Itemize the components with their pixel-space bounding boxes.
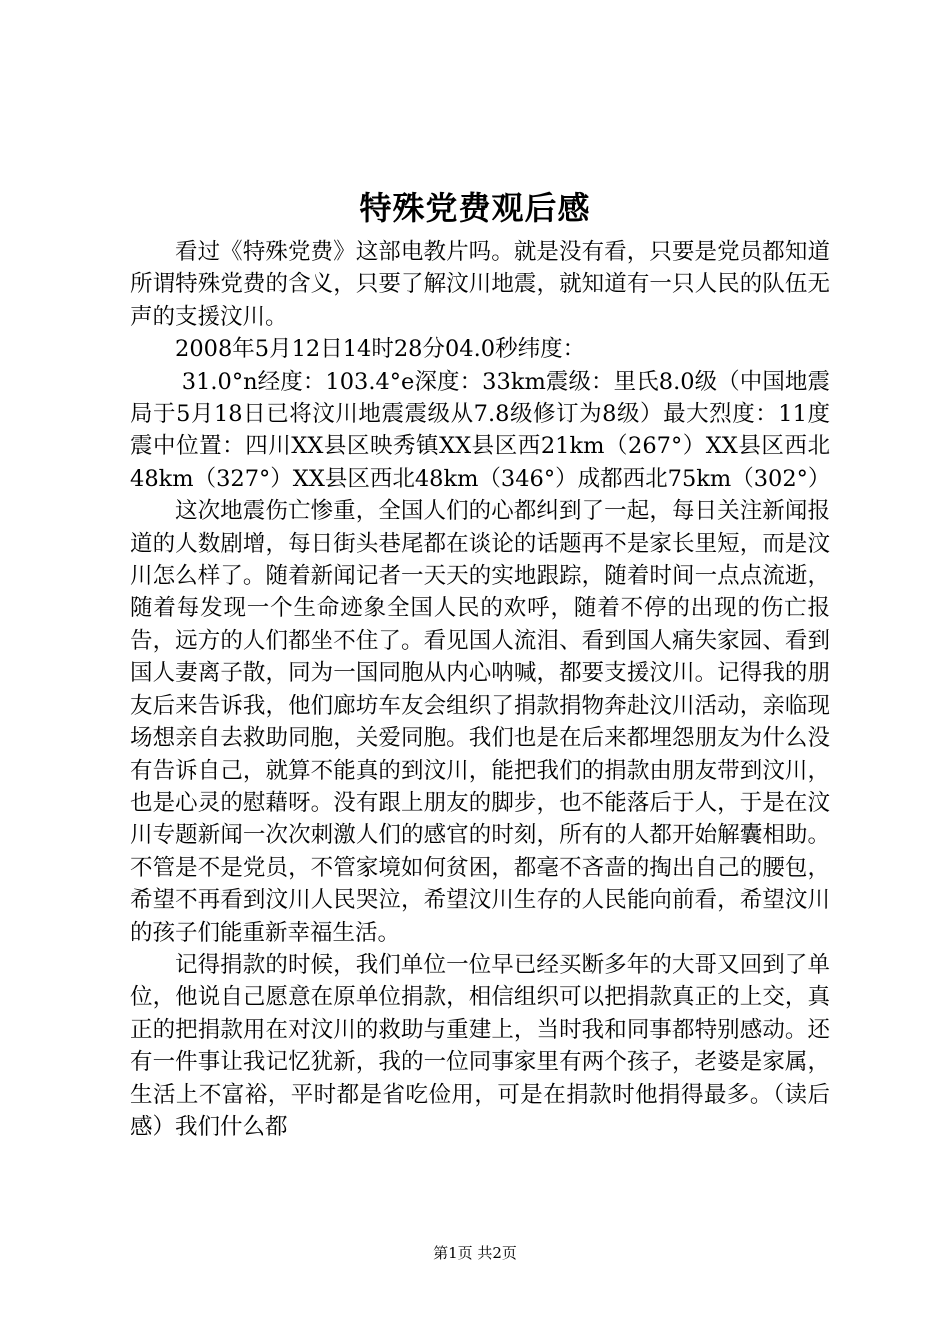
document-title: 特殊党费观后感 bbox=[359, 189, 591, 227]
page-number-footer: 第1页 共2页 bbox=[433, 1244, 517, 1262]
paragraph-earthquake-data: 31.0°n经度：103.4°e深度：33km震级：里氏8.0级（中国地震局于5月18日已将汶川地震震级从7.8级修订为8级）最大烈度：11度震中位置：四川XX县区映秀镇XX县区西21km（267°）XX县区西北48km（327°）XX县区西北48km（346°）成都西北75km（302°） bbox=[130, 368, 831, 492]
paragraph-donation: 记得捐款的时候，我们单位一位早已经买断多年的大哥又回到了单位，他说自己愿意在原单位捐款，相信组织可以把捐款真正的上交，真正的把捐款用在对汶川的救助与重建上，当时我和同事都特别感动。还有一件事让我记忆犹新，我的一位同事家里有两个孩子，老婆是家属，生活上不富裕，平时都是省吃俭用，可是在捐款时他捐得最多。（读后感）我们什么都 bbox=[130, 951, 830, 1140]
paragraph-intro: 看过《特殊党费》这部电教片吗。就是没有看，只要是党员都知道所谓特殊党费的含义，只要了解汶川地震，就知道有一只人民的队伍无声的支援汶川。 bbox=[130, 239, 830, 330]
paragraph-impact: 这次地震伤亡惨重，全国人们的心都纠到了一起，每日关注新闻报道的人数剧增，每日街头巷尾都在谈论的话题再不是家长里短，而是汶川怎么样了。随着新闻记者一天天的实地跟踪，随着时间一点点流逝，随着每发现一个生命迹象全国人民的欢呼，随着不停的出现的伤亡报告，远方的人们都坐不住了。看见国人流泪、看到国人痛失家园、看到国人妻离子散，同为一国同胞从内心呐喊，都要支援汶川。记得我的朋友后来告诉我，他们廊坊车友会组织了捐款捐物奔赴汶川活动，亲临现场想亲自去救助同胞，关爱同胞。我们也是在后来都埋怨朋友为什么没有告诉自己，就算不能真的到汶川，能把我们的捐款由朋友带到汶川，也是心灵的慰藉呀。没有跟上朋友的脚步，也不能落后于人，于是在汶川专题新闻一次次刺激人们的感官的时刻，所有的人都开始解囊相助。不管是不是党员，不管家境如何贫困，都毫不吝啬的掏出自己的腰包，希望不再看到汶川人民哭泣，希望汶川生存的人民能向前看，希望汶川的孩子们能重新幸福生活。 bbox=[130, 498, 830, 946]
document-body bbox=[130, 236, 830, 1143]
paragraph-date: 2008年5月12日14时28分04.0秒纬度： bbox=[175, 336, 586, 363]
